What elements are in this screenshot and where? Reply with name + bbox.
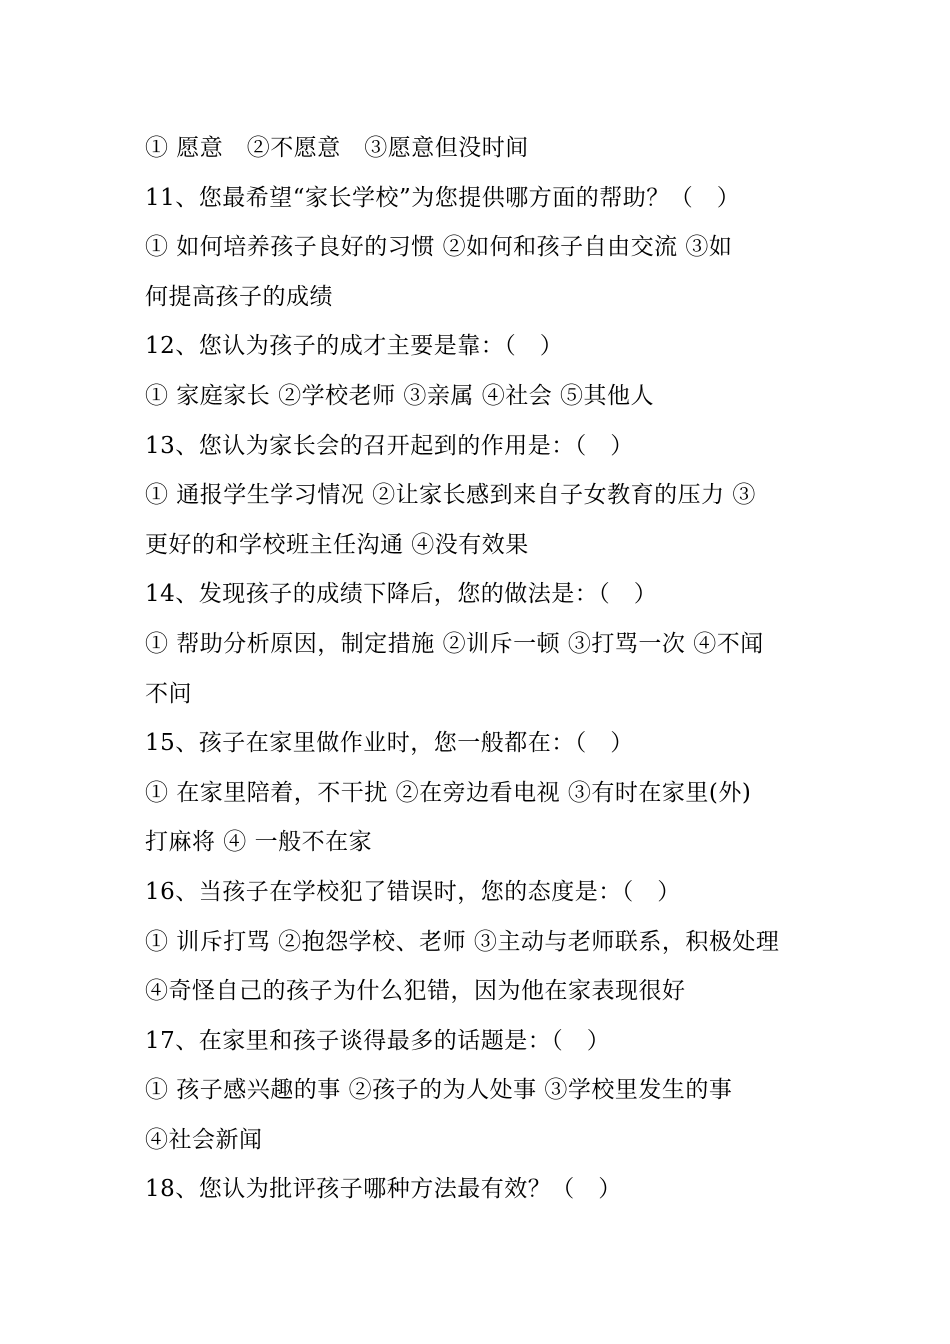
questionnaire-text xyxy=(145,128,813,1219)
q10-options: ① 愿意 ②不愿意 ③愿意但没时间 xyxy=(145,135,529,161)
q18-question: 18、您认为批评孩子哪种方法最有效？（ ） xyxy=(145,1176,622,1203)
q16-options-line-1: ① 训斥打骂 ②抱怨学校、老师 ③主动与老师联系，积极处理 xyxy=(145,928,780,955)
q12-question: 12、您认为孩子的成才主要是靠：（ ） xyxy=(145,333,564,360)
q15-options-line-2: 打麻将 ④ 一般不在家 xyxy=(145,829,373,856)
q17-options-line-1: ① 孩子感兴趣的事 ②孩子的为人处事 ③学校里发生的事 xyxy=(145,1077,733,1104)
q14-options-line-1: ① 帮助分析原因，制定措施 ②训斥一顿 ③打骂一次 ④不闻 xyxy=(145,630,764,657)
q16-options-line-2: ④奇怪自己的孩子为什么犯错，因为他在家表现很好 xyxy=(145,978,686,1005)
q13-options-line-1: ① 通报学生学习情况 ②让家长感到来自子女教育的压力 ③ xyxy=(145,482,756,509)
q17-question: 17、在家里和孩子谈得最多的话题是：（ ） xyxy=(145,1027,611,1054)
q14-question: 14、发现孩子的成绩下降后，您的做法是：（ ） xyxy=(145,581,658,608)
q14-options-line-2: 不问 xyxy=(145,680,192,707)
q11-question: 11、您最希望“家长学校”为您提供哪方面的帮助？（ ） xyxy=(145,184,741,211)
q11-options-line-1: ① 如何培养孩子良好的习惯 ②如何和孩子自由交流 ③如 xyxy=(145,234,733,261)
q15-question: 15、孩子在家里做作业时，您一般都在：（ ） xyxy=(145,730,634,757)
q12-options: ① 家庭家长 ②学校老师 ③亲属 ④社会 ⑤其他人 xyxy=(145,382,655,409)
q11-options-line-2: 何提高孩子的成绩 xyxy=(145,283,333,310)
q13-question: 13、您认为家长会的召开起到的作用是：（ ） xyxy=(145,432,634,459)
q17-options-line-2: ④社会新闻 xyxy=(145,1126,263,1153)
q16-question: 16、当孩子在学校犯了错误时，您的态度是：（ ） xyxy=(145,878,681,905)
q15-options-line-1: ① 在家里陪着，不干扰 ②在旁边看电视 ③有时在家里(外) xyxy=(145,779,752,806)
q13-options-line-2: 更好的和学校班主任沟通 ④没有效果 xyxy=(145,531,529,558)
